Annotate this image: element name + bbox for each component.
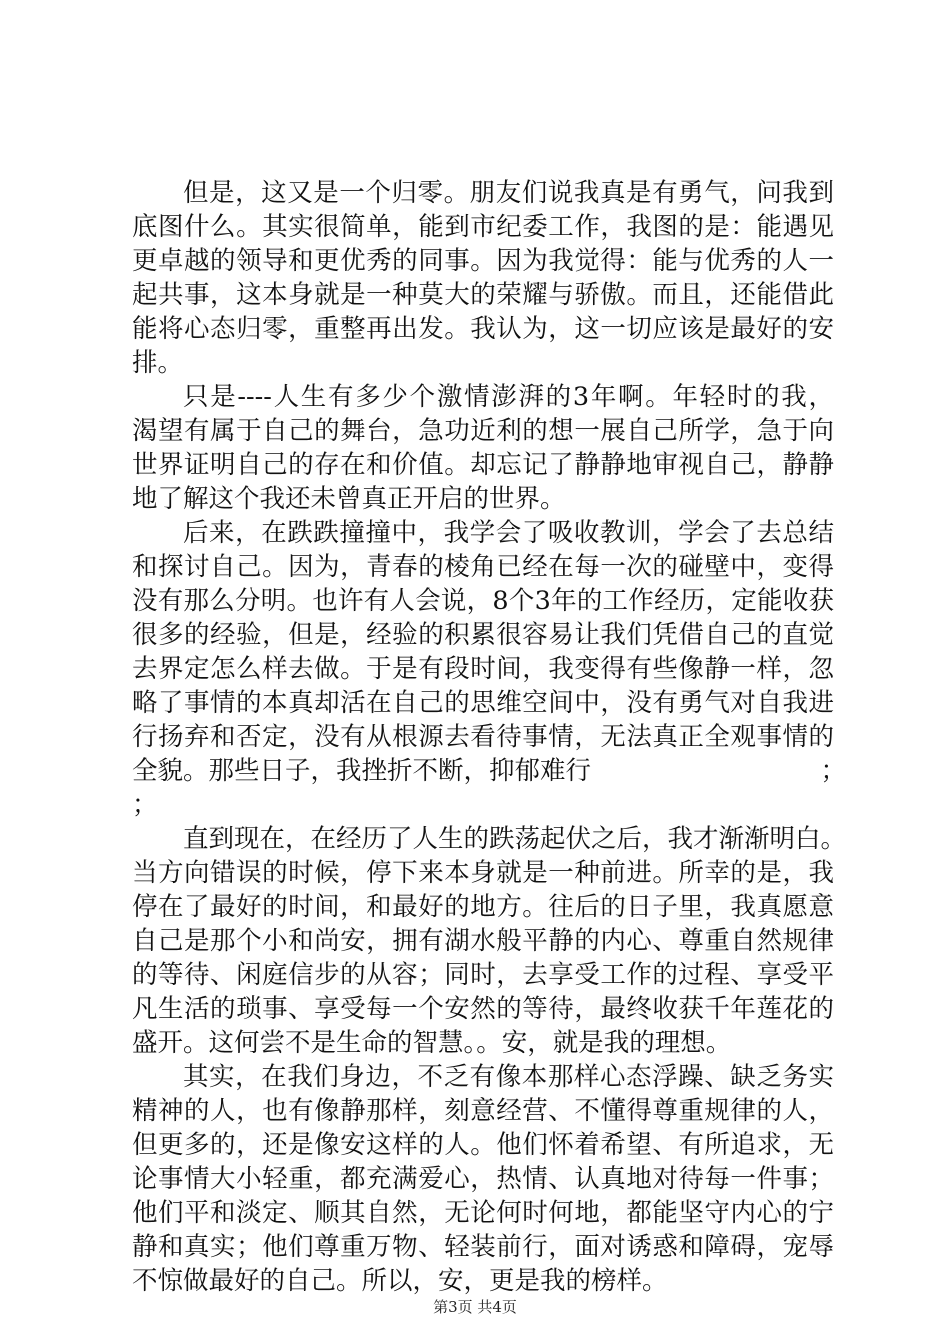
text-line: 能将心态归零，重整再出发。我认为，这一切应该是最好的安: [132, 314, 834, 344]
text-line: 和探讨自己。因为，青春的棱角已经在每一次的碰壁中，变得: [132, 552, 834, 582]
text-line: 更卓越的领导和更优秀的同事。因为我觉得：能与优秀的人一: [132, 246, 834, 276]
text-line: 论事情大小轻重，都充满爱心，热情、认真地对待每一件事；: [132, 1164, 834, 1194]
text-line: 全貌。那些日子，我挫折不断，抑郁难行 ；: [132, 756, 847, 786]
text-line: 世界证明自己的存在和价值。却忘记了静静地审视自己，静静: [132, 450, 834, 480]
document-body: [132, 176, 847, 1298]
text-line: 去界定怎么样去做。于是有段时间，我变得有些像静一样，忽: [132, 654, 834, 684]
text-line: 的等待、闲庭信步的从容；同时，去享受工作的过程、享受平: [132, 960, 834, 990]
text-line: 直到现在，在经历了人生的跌荡起伏之后，我才渐渐明白。: [183, 824, 847, 854]
text-line: 没有那么分明。也许有人会说，8个3年的工作经历，定能收获: [132, 586, 834, 616]
text-line: 渴望有属于自己的舞台，急功近利的想一展自己所学，急于向: [132, 416, 834, 446]
page-number-footer: 第3页 共4页: [433, 1298, 517, 1316]
text-line: 很多的经验，但是，经验的积累很容易让我们凭借自己的直觉: [132, 620, 834, 650]
text-line: 地了解这个我还未曾真正开启的世界。: [132, 484, 566, 514]
text-line: 但是，这又是一个归零。朋友们说我真是有勇气，问我到: [183, 178, 834, 208]
text-line: ；: [132, 790, 158, 820]
text-line: 凡生活的琐事、享受每一个安然的等待，最终收获千年莲花的: [132, 994, 834, 1024]
text-line: 只是----人生有多少个激情澎湃的3年啊。年轻时的我，: [183, 382, 834, 412]
text-line: 停在了最好的时间，和最好的地方。往后的日子里，我真愿意: [132, 892, 834, 922]
text-line: 静和真实；他们尊重万物、轻装前行，面对诱惑和障碍，宠辱: [132, 1232, 834, 1262]
text-line: 他们平和淡定、顺其自然，无论何时何地，都能坚守内心的宁: [132, 1198, 834, 1228]
text-line: 起共事，这本身就是一种莫大的荣耀与骄傲。而且，还能借此: [132, 280, 834, 310]
text-line: 盛开。这何尝不是生命的智慧。。安，就是我的理想。: [132, 1028, 732, 1058]
text-line: 精神的人，也有像静那样，刻意经营、不懂得尊重规律的人，: [132, 1096, 834, 1126]
text-line: 其实，在我们身边，不乏有像本那样心态浮躁、缺乏务实: [183, 1062, 834, 1092]
text-line: 不惊做最好的自己。所以，安，更是我的榜样。: [132, 1266, 668, 1296]
text-line: 略了事情的本真却活在自己的思维空间中，没有勇气对自我进: [132, 688, 834, 718]
text-line: 后来，在跌跌撞撞中，我学会了吸收教训，学会了去总结: [183, 518, 834, 548]
text-line: 排。: [132, 348, 184, 378]
text-line: 但更多的，还是像安这样的人。他们怀着希望、有所追求，无: [132, 1130, 834, 1160]
text-line: 行扬弃和否定，没有从根源去看待事情，无法真正全观事情的: [132, 722, 834, 752]
text-line: 自己是那个小和尚安，拥有湖水般平静的内心、尊重自然规律: [132, 926, 834, 956]
text-line: 底图什么。其实很简单，能到市纪委工作，我图的是：能遇见: [132, 212, 834, 242]
text-line: 当方向错误的时候，停下来本身就是一种前进。所幸的是，我: [132, 858, 834, 888]
